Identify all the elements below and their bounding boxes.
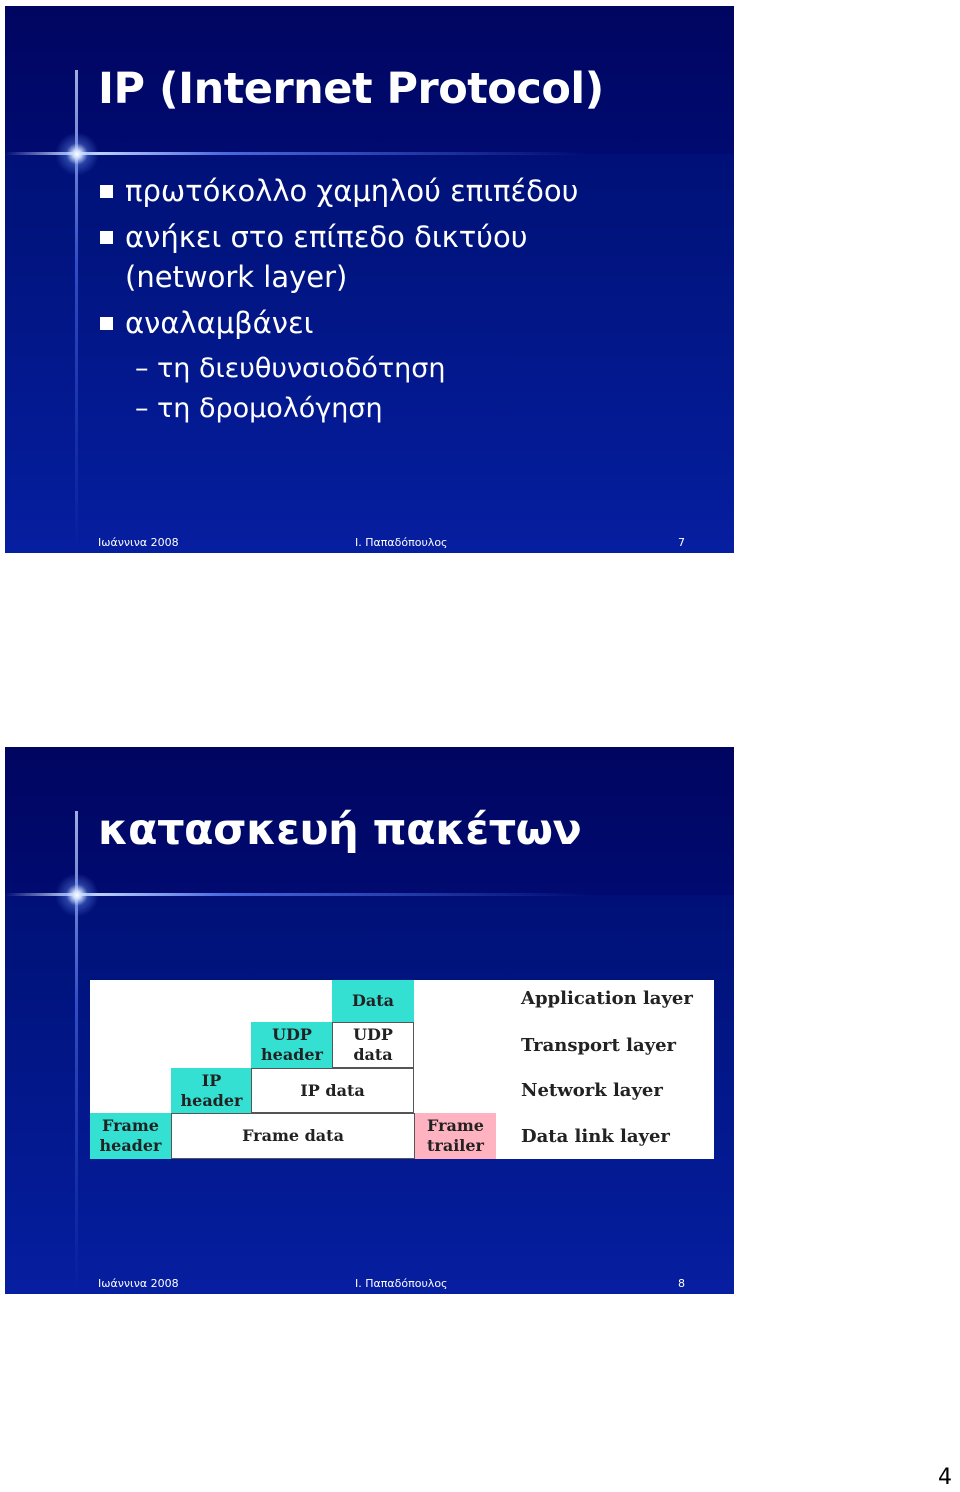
frame-trailer-box: Frame trailer (415, 1113, 496, 1159)
footer-place-date: Ιωάννινα 2008 (98, 1277, 179, 1290)
frame-header-box: Frame header (90, 1113, 171, 1159)
data-box: Data (332, 980, 414, 1022)
dash-icon: – (135, 393, 149, 424)
udp-header-box: UDP header (251, 1022, 333, 1068)
slide-ip-protocol (5, 6, 734, 553)
slide-title: κατασκευή πακέτων (98, 805, 582, 855)
bullet-list (97, 171, 578, 429)
footer-slide-number: 7 (678, 536, 685, 549)
decor-horizontal-line (5, 152, 734, 155)
decor-horizontal-line (5, 893, 734, 896)
encapsulation-diagram (90, 980, 714, 1159)
network-layer-label: Network layer (521, 1080, 663, 1101)
sub-bullet-text: τη δρομολόγηση (157, 393, 383, 424)
bullet-text: αναλαμβάνει (125, 306, 314, 340)
sparkle-icon (55, 873, 99, 917)
page-number: 4 (938, 1465, 952, 1490)
bullet-text: ανήκει στο επίπεδο δικτύου (network layer) (125, 220, 528, 294)
sub-bullet-item (97, 389, 578, 429)
slide-packet-construction (5, 747, 734, 1294)
sparkle-icon (55, 132, 99, 176)
transport-layer-label: Transport layer (521, 1035, 677, 1056)
bullet-text: πρωτόκολλο χαμηλού επιπέδου (125, 174, 579, 208)
udp-data-box: UDP data (332, 1022, 414, 1068)
footer-author: Ι. Παπαδόπουλος (355, 1277, 448, 1290)
ip-header-box: IP header (171, 1068, 252, 1113)
footer-place-date: Ιωάννινα 2008 (98, 536, 179, 549)
data-link-layer-label: Data link layer (521, 1126, 670, 1147)
sub-bullet-item (97, 349, 578, 389)
footer-slide-number: 8 (678, 1277, 685, 1290)
bullet-item (97, 217, 555, 297)
dash-icon: – (135, 353, 149, 384)
sub-bullet-text: τη διευθυνσιοδότηση (157, 353, 446, 384)
frame-data-box: Frame data (171, 1113, 415, 1159)
application-layer-label: Application layer (521, 988, 693, 1009)
square-bullet-icon (100, 231, 113, 244)
bullet-item (97, 303, 578, 343)
square-bullet-icon (100, 317, 113, 330)
footer-author: Ι. Παπαδόπουλος (355, 536, 448, 549)
bullet-item (97, 171, 578, 211)
square-bullet-icon (100, 185, 113, 198)
slide-title: IP (Internet Protocol) (98, 64, 604, 114)
ip-data-box: IP data (251, 1068, 414, 1113)
